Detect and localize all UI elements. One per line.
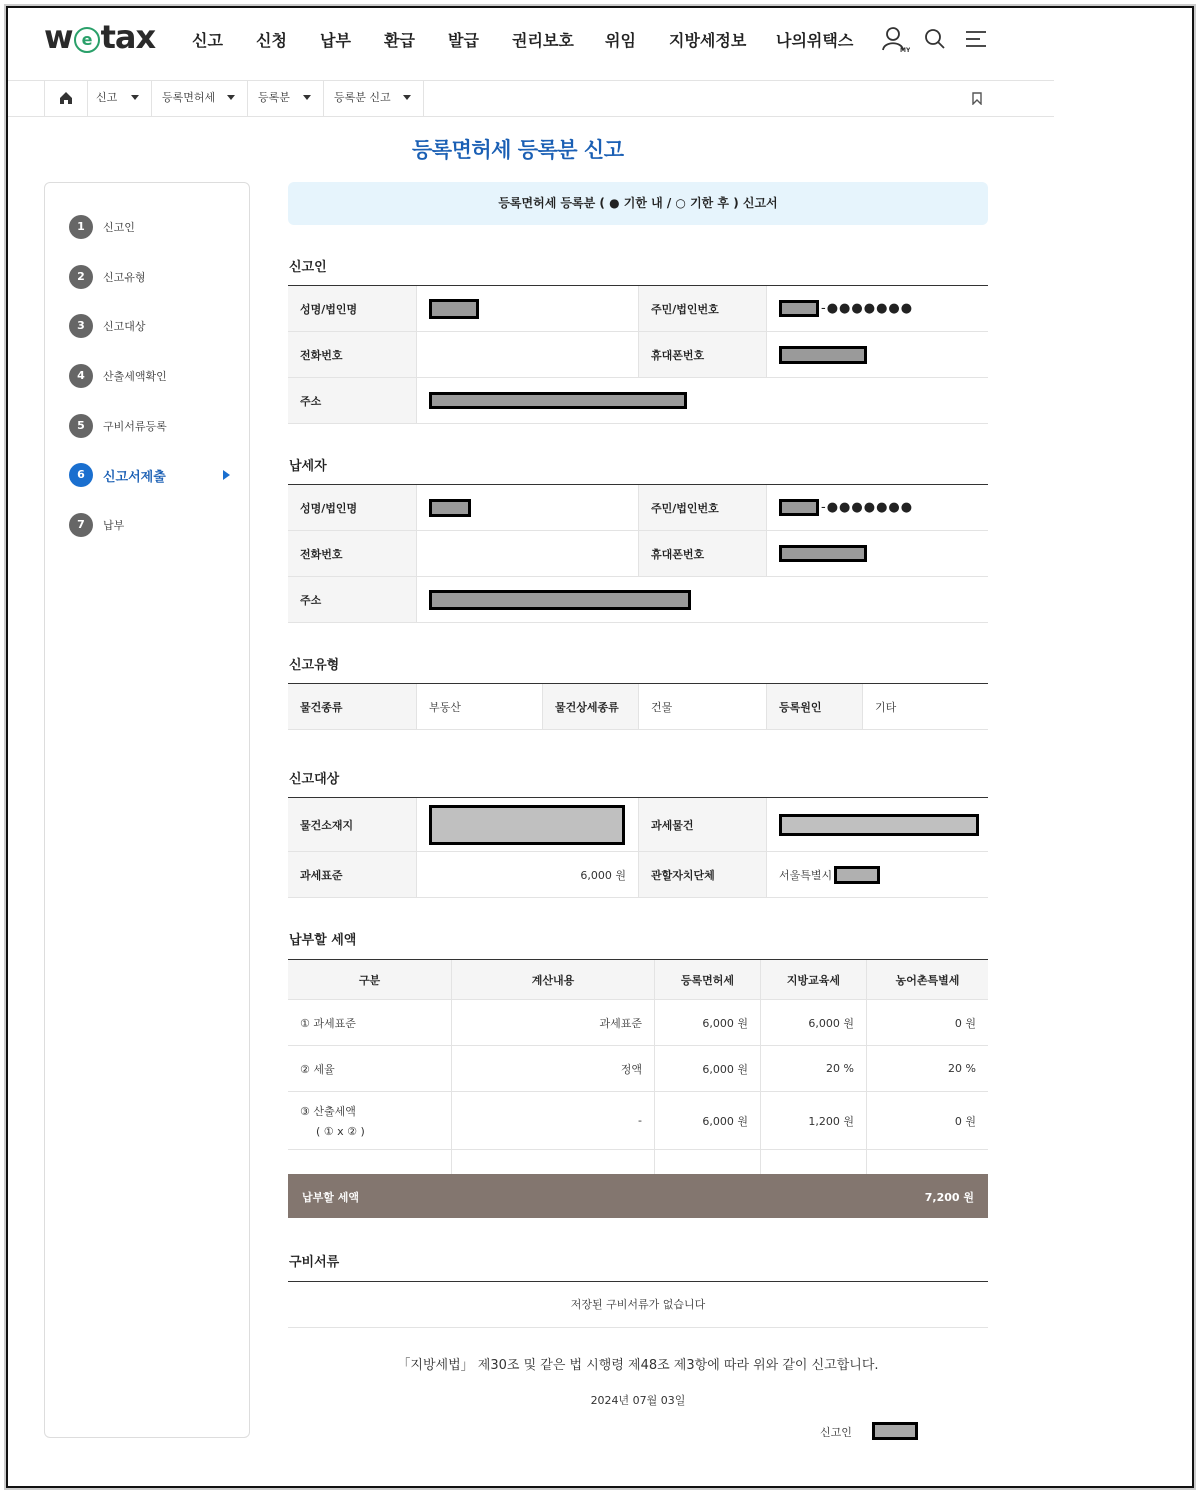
table-row	[288, 1046, 988, 1092]
redacted-block	[429, 299, 479, 319]
table-row	[288, 1092, 988, 1150]
my-page-icon[interactable]	[882, 26, 910, 54]
calc-cell: -	[451, 1092, 654, 1149]
redacted-block	[429, 392, 687, 409]
docs-empty-message: 저장된 구비서류가 없습니다	[570, 1298, 706, 1311]
rural-tax-cell: 0 원	[866, 1000, 988, 1045]
docs-section-title: 구비서류	[289, 1255, 340, 1270]
education-tax-cell: 1,200 원	[760, 1092, 866, 1149]
nav-refund[interactable]: 환급	[384, 31, 415, 50]
taxpayer-section-title: 납세자	[289, 459, 327, 474]
license-tax-cell: 6,000 원	[654, 1046, 760, 1091]
target-table	[288, 797, 988, 898]
id-label: 주민/법인번호	[638, 485, 766, 530]
chevron-down-icon	[303, 95, 311, 100]
nav-apply[interactable]: 신청	[256, 31, 287, 50]
redacted-block	[429, 590, 691, 610]
redacted-block	[779, 814, 979, 836]
nav-report[interactable]: 신고	[192, 31, 223, 50]
nav-rights[interactable]: 권리보호	[512, 31, 574, 50]
id-label: 주민/법인번호	[638, 286, 766, 331]
declaration-text: 「지방세법」 제30조 및 같은 법 시행령 제48조 제3항에 따라 위와 같이 신고합니다.	[397, 1358, 879, 1373]
license-tax-cell: 6,000 원	[654, 1092, 760, 1149]
breadcrumb-label: 등록분 신고	[334, 91, 391, 104]
breadcrumb-item-registration-report[interactable]	[324, 80, 424, 116]
mobile-value	[766, 531, 988, 576]
name-value	[416, 286, 638, 331]
education-tax-cell: 6,000 원	[760, 1000, 866, 1045]
table-row	[288, 485, 988, 531]
table-row-partial	[288, 1150, 988, 1175]
phone-value	[416, 531, 638, 576]
step-number: 5	[69, 414, 93, 438]
tax-base-value: 6,000 원	[416, 852, 638, 897]
tax-base-label: 과세표준	[288, 852, 416, 897]
step-sidebar	[44, 182, 250, 1438]
nav-local-tax-info[interactable]: 지방세정보	[669, 31, 747, 50]
redacted-block	[429, 499, 471, 517]
form-notice-banner: 등록면허세 등록분 ( ● 기한 내 / ○ 기한 후 ) 신고서	[288, 182, 988, 225]
nav-my-wetax[interactable]: 나의위택스	[776, 31, 854, 50]
total-tax-bar	[288, 1174, 988, 1218]
phone-label: 전화번호	[288, 531, 416, 576]
nav-delegation[interactable]: 위임	[605, 31, 636, 50]
reason-value: 기타	[862, 684, 988, 729]
wetax-logo[interactable]: w e tax	[44, 18, 156, 56]
location-label: 물건소재지	[288, 798, 416, 851]
redacted-block	[834, 866, 880, 884]
address-label: 주소	[288, 378, 416, 423]
docs-table	[288, 1281, 988, 1328]
taxpayer-table	[288, 484, 988, 623]
empty-cell	[654, 1150, 760, 1175]
address-value	[416, 378, 988, 423]
redacted-block	[429, 805, 625, 845]
taxable-item-value	[766, 798, 988, 851]
step-label: 신고인	[103, 221, 135, 234]
redacted-block	[779, 545, 867, 562]
step-label: 신고서제출	[103, 470, 166, 485]
rural-tax-cell: 0 원	[866, 1092, 988, 1149]
column-header: 등록면허세	[654, 960, 760, 999]
name-label: 성명/법인명	[288, 485, 416, 530]
step-number: 6	[69, 463, 93, 487]
step-number: 4	[69, 364, 93, 388]
target-section-title: 신고대상	[289, 772, 340, 787]
mobile-value	[766, 332, 988, 377]
item-kind-label: 물건종류	[288, 684, 416, 729]
phone-label: 전화번호	[288, 332, 416, 377]
table-row	[288, 577, 988, 623]
tax-table	[288, 959, 988, 1175]
phone-value	[416, 332, 638, 377]
empty-cell	[866, 1150, 988, 1175]
table-row	[288, 286, 988, 332]
table-row	[288, 531, 988, 577]
step-label: 신고대상	[103, 320, 146, 333]
breadcrumb-label: 신고	[96, 91, 118, 104]
row-label: ② 세율	[300, 1062, 335, 1076]
bookmark-icon[interactable]	[972, 92, 982, 105]
menu-icon[interactable]	[966, 30, 988, 48]
item-detail-value: 건물	[638, 684, 766, 729]
svg-text:MY: MY	[900, 47, 910, 54]
chevron-down-icon	[403, 95, 411, 100]
breadcrumb-label: 등록면허세	[162, 91, 216, 104]
step-label: 납부	[103, 519, 125, 532]
declaration-date: 2024년 07월 03일	[590, 1394, 686, 1407]
chevron-down-icon	[131, 95, 139, 100]
reporter-table	[288, 285, 988, 424]
column-header: 농어촌특별세	[866, 960, 988, 999]
license-tax-cell: 6,000 원	[654, 1000, 760, 1045]
item-kind-value: 부동산	[416, 684, 542, 729]
authority-label: 관할자치단체	[638, 852, 766, 897]
authority-value	[766, 852, 988, 897]
chevron-down-icon	[227, 95, 235, 100]
id-mask: -●●●●●●●	[821, 500, 914, 515]
step-number: 7	[69, 513, 93, 537]
address-label: 주소	[288, 577, 416, 622]
tax-section-title: 납부할 세액	[289, 933, 357, 948]
address-value	[416, 577, 988, 622]
table-row	[288, 332, 988, 378]
row-label	[288, 1092, 451, 1149]
id-mask: -●●●●●●●	[821, 301, 914, 316]
signer-label: 신고인	[820, 1426, 852, 1439]
breadcrumb	[8, 80, 1054, 117]
column-header: 지방교육세	[760, 960, 866, 999]
breadcrumb-item-registration[interactable]	[248, 80, 324, 116]
step-number: 3	[69, 314, 93, 338]
step-number: 2	[69, 265, 93, 289]
empty-cell	[451, 1150, 654, 1175]
redacted-block	[779, 346, 867, 364]
calc-cell: 과세표준	[451, 1000, 654, 1045]
table-row	[288, 378, 988, 424]
nav-issue[interactable]: 발급	[448, 31, 479, 50]
total-tax-value: 7,200 원	[924, 1191, 974, 1204]
window-frame	[6, 6, 1194, 1488]
column-header: 계산내용	[451, 960, 654, 999]
redacted-block	[779, 300, 819, 317]
table-row	[288, 1000, 988, 1046]
mobile-label: 휴대폰번호	[638, 332, 766, 377]
current-step-arrow-icon	[223, 470, 230, 480]
location-value	[416, 798, 638, 851]
name-label: 성명/법인명	[288, 286, 416, 331]
table-row	[288, 684, 988, 730]
reporter-section-title: 신고인	[289, 260, 327, 275]
calc-cell: 정액	[451, 1046, 654, 1091]
id-value	[766, 286, 988, 331]
row-label: ① 과세표준	[300, 1016, 356, 1030]
home-icon	[60, 92, 72, 104]
table-row	[288, 852, 988, 898]
breadcrumb-item-license-tax[interactable]	[152, 80, 248, 116]
authority-city: 서울특별시	[779, 868, 833, 882]
table-row	[288, 798, 988, 852]
id-value	[766, 485, 988, 530]
column-header: 구분	[288, 960, 451, 999]
table-header-row	[288, 960, 988, 1000]
step-label: 구비서류등록	[103, 420, 167, 433]
row-label-main: ③ 산출세액	[300, 1105, 356, 1118]
row-label-sub: ( ① x ② )	[316, 1125, 365, 1138]
taxable-item-label: 과세물건	[638, 798, 766, 851]
breadcrumb-item-report[interactable]	[86, 80, 152, 116]
signer-redacted-block	[872, 1422, 918, 1440]
report-type-section-title: 신고유형	[289, 658, 340, 673]
education-tax-cell: 20 %	[760, 1046, 866, 1091]
breadcrumb-label: 등록분	[258, 91, 290, 104]
search-icon[interactable]	[924, 28, 946, 50]
name-value	[416, 485, 638, 530]
step-label: 산출세액확인	[103, 370, 167, 383]
reason-label: 등록원인	[766, 684, 862, 729]
redacted-block	[779, 499, 819, 516]
empty-cell	[760, 1150, 866, 1175]
page-title: 등록면허세 등록분 신고	[412, 138, 624, 162]
top-header	[8, 8, 1054, 81]
total-tax-label: 납부할 세액	[302, 1191, 359, 1204]
step-number: 1	[69, 215, 93, 239]
mobile-label: 휴대폰번호	[638, 531, 766, 576]
step-label: 신고유형	[103, 271, 146, 284]
report-type-table	[288, 683, 988, 730]
rural-tax-cell: 20 %	[866, 1046, 988, 1091]
breadcrumb-home[interactable]	[44, 80, 88, 116]
nav-payment[interactable]: 납부	[320, 31, 351, 50]
item-detail-label: 물건상세종류	[542, 684, 638, 729]
